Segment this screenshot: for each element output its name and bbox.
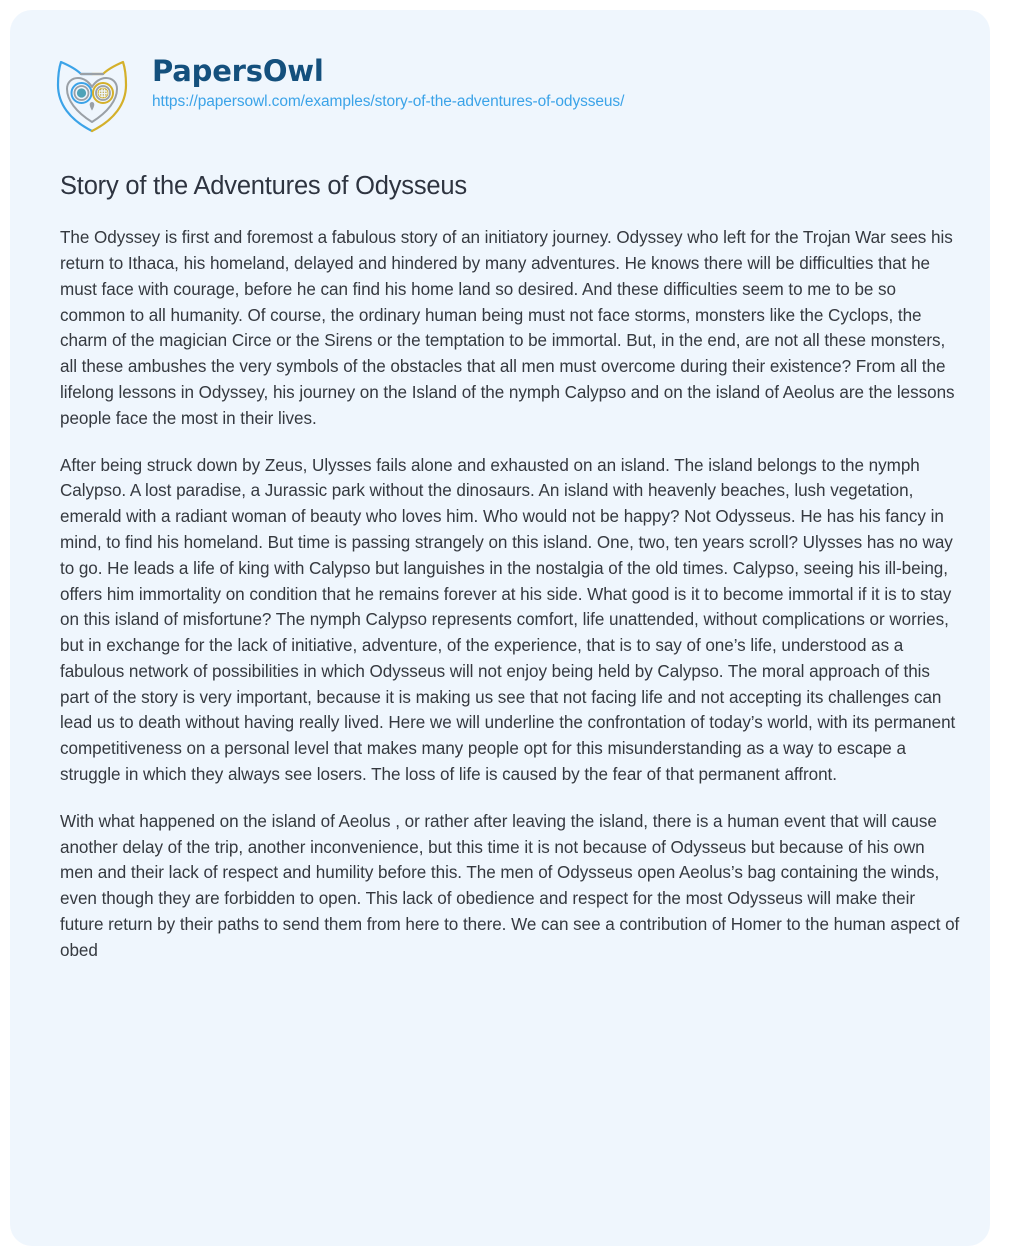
owl-logo-icon [50, 52, 134, 136]
article-paragraph: The Odyssey is first and foremost a fabulous story of an initiatory journey. Odyssey who left for the Trojan War sees his return to Ithaca, his homeland, delayed and hindered by many adventures. He knows there will be difficulties that he must face with courage, before he can find his home land so desired. And these difficulties seem to me to be so common to all humanity. Of course, the ordinary human being must not face storms, monsters like the Cyclops, the charm of the magician Circe or the Sirens or the temptation to be immortal. But, in the end, are not all these monsters, all these ambushes the very symbols of the obstacles that all men must overcome during their existence? From all the lifelong lessons in Odyssey, his journey on the Island of the nymph Calypso and on the island of Aeolus are the lessons people face the most in their lives. [60, 228, 955, 428]
page-card [10, 10, 990, 1246]
page-title: Story of the Adventures of Odysseus [60, 172, 467, 200]
brand-name: PapersOwl [152, 54, 324, 88]
site-url-link[interactable]: https://papersowl.com/examples/story-of-the-adventures-of-odysseus/ [152, 93, 625, 111]
article-paragraph: With what happened on the island of Aeolus , or rather after leaving the island, there is a human event that will cause another delay of the trip, another inconvenience, but this time it is not because of Odysseus but because of his own men and their lack of respect and humility before this. The men of Odysseus open Aeolus’s bag containing the winds, even though they are forbidden to open. This lack of obedience and respect for the most Odysseus will make their future return by their paths to send them from here to there. We can see a contribution of Homer to the human aspect of obed [60, 811, 960, 960]
article-body [60, 225, 960, 964]
site-header [50, 48, 624, 136]
article [60, 170, 960, 964]
brand-block [152, 48, 624, 112]
article-paragraph: After being struck down by Zeus, Ulysses fails alone and exhausted on an island. The island belongs to the nymph Calypso. A lost paradise, a Jurassic park without the dinosaurs. An island with heavenly beaches, lush vegetation, emerald with a radiant woman of beauty who loves him. Who would not be happy? Not Odysseus. He has his fancy in mind, to find his homeland. But time is passing strangely on this island. One, two, ten years scroll? Ulysses has no way to go. He leads a life of king with Calypso but languishes in the nostalgia of the old times. Calypso, seeing his ill-being, offers him immortality on condition that he remains forever at his side. What good is it to become immortal if it is to stay on this island of misfortune? The nymph Calypso represents comfort, life unattended, without complications or worries, but in exchange for the lack of initiative, adventure, of the experience, that is to say of one’s life, understood as a fabulous network of possibilities in which Odysseus will not enjoy being held by Calypso. The moral approach of this part of the story is very important, because it is making us see that not facing life and not accepting its challenges can lead us to death without having really lived. Here we will underline the confrontation of today’s world, with its permanent competitiveness on a personal level that makes many people opt for this misunderstanding as a way to escape a struggle in which they always see losers. The loss of life is caused by the fear of that permanent affront. [60, 455, 956, 785]
